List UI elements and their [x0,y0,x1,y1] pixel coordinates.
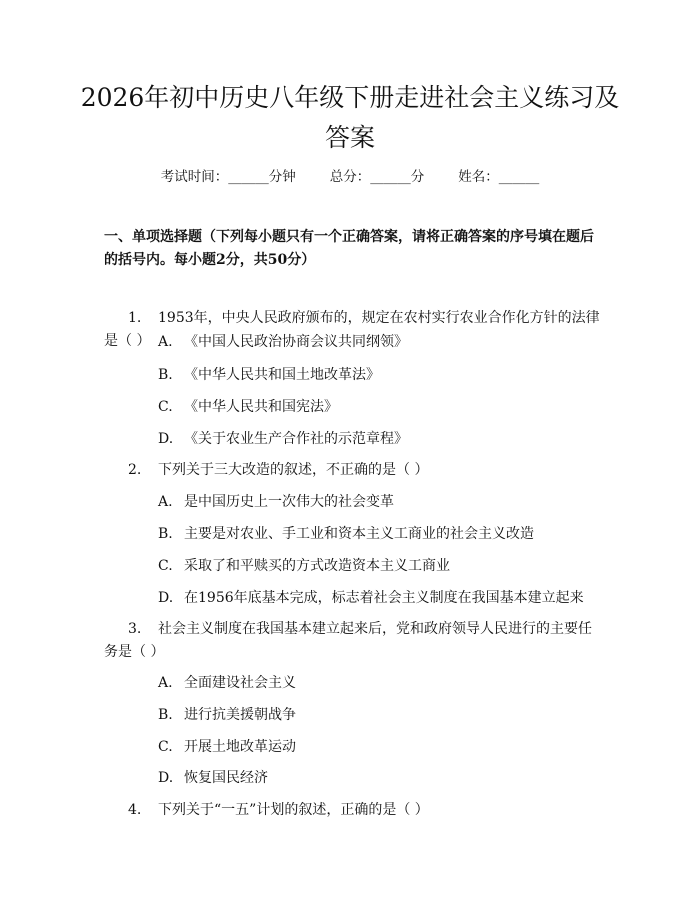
question-3-option-a [158,672,598,694]
question-3-option-c [158,736,598,758]
question-number: 4. [128,802,142,818]
exam-info-line [0,166,700,188]
question-2-option-b [158,523,598,545]
question-1-option-a [158,331,598,353]
question-text: 社会主义制度在我国基本建立起来后，党和政府领导人民进行的主要任务是（ ） [104,621,592,660]
question-number: 3. [128,621,142,637]
option-text: 主要是对农业、手工业和资本主义工商业的社会主义改造 [184,526,534,542]
question-text: 下列关于“一五”计划的叙述，正确的是（ ） [158,802,429,818]
option-text: 《关于农业生产合作社的示范章程》 [184,431,408,447]
option-letter: A. [158,675,173,691]
question-number: 1. [128,310,142,326]
option-text: 采取了和平赎买的方式改造资本主义工商业 [184,558,450,574]
question-4 [104,799,604,822]
question-2-option-c [158,555,598,577]
option-text: 在1956年底基本完成，标志着社会主义制度在我国基本建立起来 [184,590,584,606]
option-letter: D. [158,770,174,786]
student-name-field: 姓名：______ [458,169,540,185]
question-1-option-b [158,364,598,386]
option-letter: C. [158,399,173,415]
question-1-option-d [158,428,598,450]
option-text: 恢复国民经济 [184,770,268,786]
question-text: 下列关于三大改造的叙述，不正确的是（ ） [158,462,429,478]
document-title: 2026年初中历史八年级下册走进社会主义练习及答案 [80,83,620,152]
option-letter: C. [158,558,173,574]
question-text: 1953年，中央人民政府颁布的，规定在农村实行农业合作化方针的法律是（ ） [104,310,600,349]
total-score-field: 总分：______分 [329,169,425,185]
option-letter: D. [158,590,174,606]
question-1-option-c [158,396,598,418]
option-text: 进行抗美援朝战争 [184,707,296,723]
section-heading: 一、单项选择题（下列每小题只有一个正确答案，请将正确答案的序号填在题后的括号内。每小题2分，共50分） [104,229,594,268]
question-2 [104,459,604,482]
question-2-option-a [158,491,598,513]
option-letter: A. [158,334,173,350]
option-text: 是中国历史上一次伟大的社会变革 [184,494,394,510]
option-letter: B. [158,526,173,542]
option-letter: B. [158,367,173,383]
option-letter: B. [158,707,173,723]
question-3-option-d [158,767,598,789]
option-text: 《中国人民政治协商会议共同纲领》 [184,334,408,350]
option-letter: D. [158,431,174,447]
option-text: 全面建设社会主义 [184,675,296,691]
option-text: 《中华人民共和国宪法》 [184,399,338,415]
question-number: 2. [128,462,142,478]
option-text: 《中华人民共和国土地改革法》 [184,367,380,383]
option-letter: A. [158,494,173,510]
exam-time-field: 考试时间：______分钟 [160,169,296,185]
option-text: 开展土地改革运动 [184,739,296,755]
question-3-option-b [158,704,598,726]
question-3 [104,618,604,664]
question-2-option-d [158,587,598,609]
option-letter: C. [158,739,173,755]
